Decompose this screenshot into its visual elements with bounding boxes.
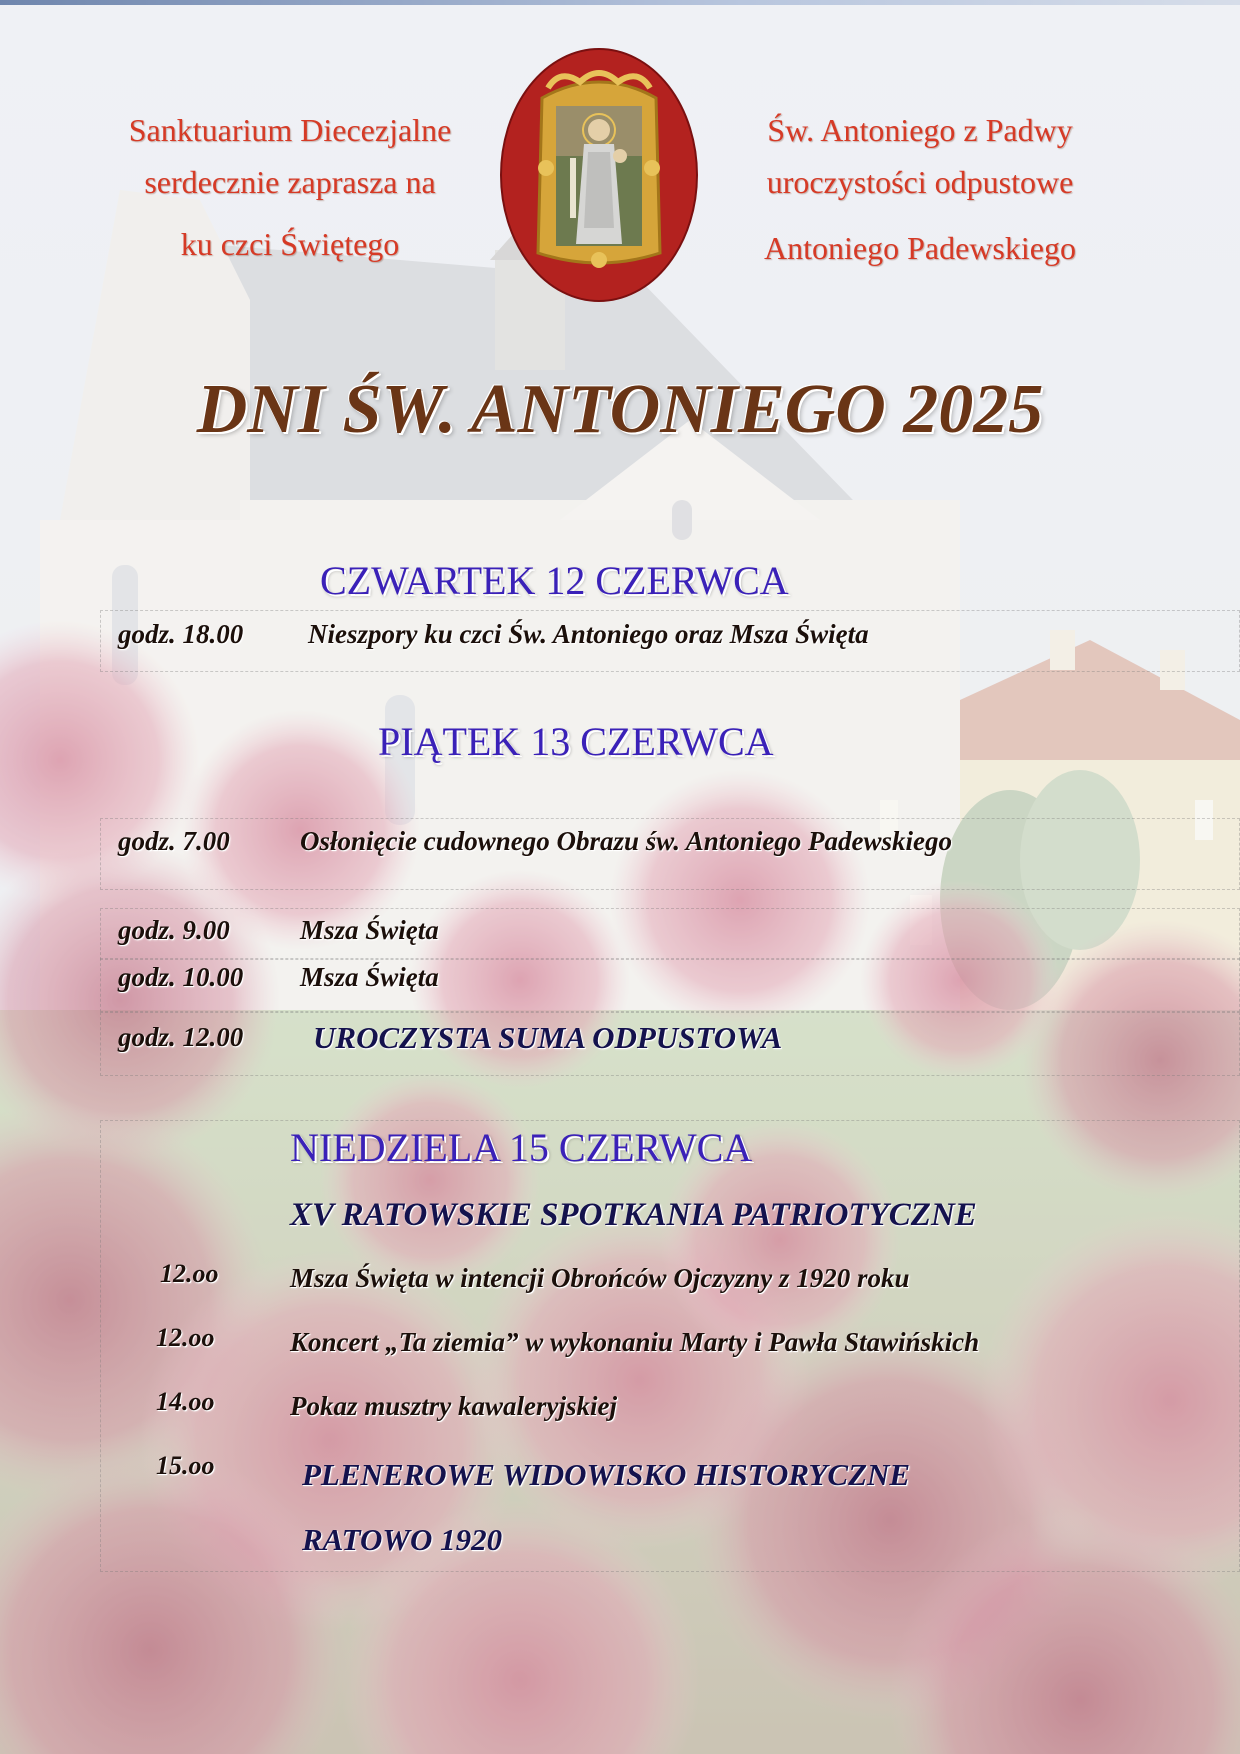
event-time: 12.oo	[156, 1323, 215, 1352]
event-text: Koncert „Ta ziemia” w wykonaniu Marty i Pawła Stawińskich	[290, 1327, 980, 1357]
event-time: godz. 7.00	[118, 826, 230, 856]
intro-left-line-1: Sanktuarium Diecezjalne	[128, 112, 452, 148]
event-text: Msza Święta	[300, 962, 439, 992]
event-time: godz. 9.00	[118, 915, 230, 945]
page-title: DNI ŚW. ANTONIEGO 2025	[196, 371, 1044, 448]
event-text: Nieszpory ku czci Św. Antoniego oraz Msza Święta	[308, 619, 869, 649]
event-text-highlight: RATOWO 1920	[302, 1522, 503, 1557]
event-text-highlight: UROCZYSTA SUMA ODPUSTOWA	[313, 1020, 783, 1055]
day-heading-sunday: NIEDZIELA 15 CZERWCA	[290, 1125, 753, 1170]
event-time: godz. 18.00	[118, 619, 244, 649]
intro-left-line-3: ku czci Świętego	[180, 226, 400, 262]
event-time: 14.oo	[156, 1387, 215, 1416]
event-time: godz. 12.00	[118, 1022, 244, 1052]
event-time: 12.oo	[160, 1259, 219, 1288]
top-accent-line	[0, 0, 1240, 5]
intro-left-line-2: serdecznie zaprasza na	[144, 164, 436, 200]
day-heading-thursday: CZWARTEK 12 CZERWCA	[320, 558, 789, 603]
intro-right-line-2: uroczystości odpustowe	[766, 164, 1074, 200]
event-time: godz. 10.00	[118, 962, 244, 992]
intro-right-line-3: Antoniego Padewskiego	[764, 230, 1076, 266]
event-text: Osłonięcie cudownego Obrazu św. Antoniego Padewskiego	[300, 826, 953, 856]
event-text: Msza Święta	[300, 915, 439, 945]
day-subtitle: XV RATOWSKIE SPOTKANIA PATRIOTYCZNE	[290, 1197, 977, 1233]
event-text-highlight: PLENEROWE WIDOWISKO HISTORYCZNE	[302, 1457, 911, 1492]
day-heading-friday: PIĄTEK 13 CZERWCA	[378, 719, 774, 764]
saint-icon-medallion	[500, 48, 698, 302]
event-text: Pokaz musztry kawaleryjskiej	[290, 1391, 618, 1421]
event-time: 15.oo	[156, 1451, 215, 1480]
intro-right-line-1: Św. Antoniego z Padwy	[767, 112, 1073, 148]
event-text: Msza Święta w intencji Obrońców Ojczyzny z 1920 roku	[290, 1263, 910, 1293]
